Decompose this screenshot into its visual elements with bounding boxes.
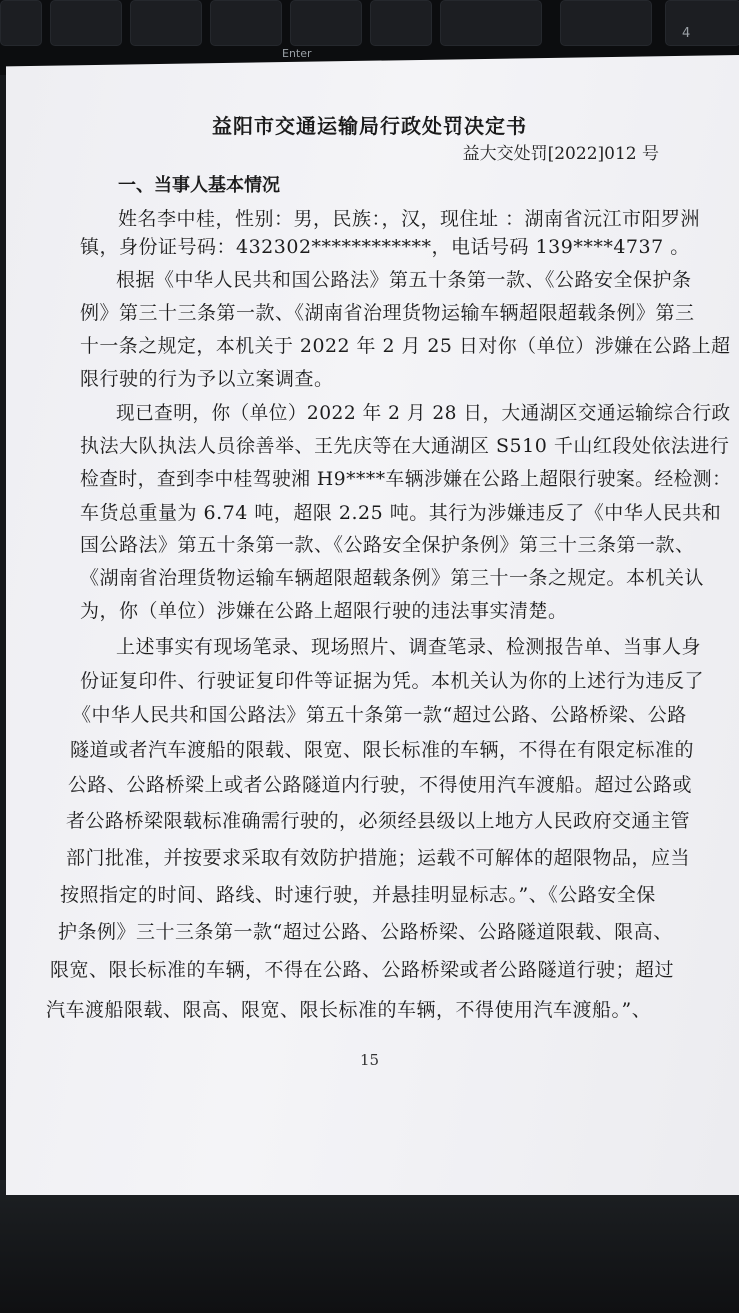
text-line: 车货总重量为 6.74 吨，超限 2.25 吨。其行为涉嫌违反了《中华人民共和 [80, 502, 722, 524]
text-line: 检查时，查到李中桂驾驶湘 H9****车辆涉嫌在公路上超限行驶案。经检测： [80, 468, 732, 490]
section-heading: 一、当事人基本情况 [118, 175, 280, 196]
keyboard-key [370, 0, 432, 46]
keyboard-key [290, 0, 362, 46]
keyboard-key [130, 0, 202, 46]
text-line: 现已查明，你（单位）2022 年 2 月 28 日，大通湖区交通运输综合行政 [116, 402, 731, 424]
text-line: 镇，身份证号码：432302************，电话号码 139****4737 。 [80, 236, 690, 258]
keyboard-key [50, 0, 122, 46]
document-title: 益阳市交通运输局行政处罚决定书 [212, 114, 527, 138]
text-line: 《湖南省治理货物运输车辆超限超载条例》第三十一条之规定。本机关认 [80, 567, 705, 589]
text-line: 限宽、限长标准的车辆，不得在公路、公路桥梁或者公路隧道行驶；超过 [50, 959, 675, 981]
text-line: 根据《中华人民共和国公路法》第五十条第一款、《公路安全保护条 [116, 269, 692, 291]
text-line: 隧道或者汽车渡船的限载、限宽、限长标准的车辆，不得在有限定标准的 [70, 739, 695, 761]
text-line: 者公路桥梁限载标准确需行驶的，必须经县级以上地方人民政府交通主管 [66, 810, 691, 832]
keyboard-key [0, 0, 42, 46]
text-line: 国公路法》第五十条第一款、《公路安全保护条例》第三十三条第一款、 [80, 534, 695, 556]
table-surface [0, 1180, 739, 1313]
text-line: 《中华人民共和国公路法》第五十条第一款“超过公路、公路桥梁、公路 [72, 704, 687, 726]
text-line: 上述事实有现场笔录、现场照片、调查笔录、检测报告单、当事人身 [116, 636, 702, 658]
document-number: 益大交处罚[2022]012 号 [462, 144, 659, 164]
text-line: 例》第三十三条第一款、《湖南省治理货物运输车辆超限超载条例》第三 [80, 302, 695, 324]
keyboard-key [210, 0, 282, 46]
enter-key-label: Enter [282, 47, 312, 60]
page-number: 15 [359, 1051, 380, 1069]
text-line: 份证复印件、行驶证复印件等证据为凭。本机关认为你的上述行为违反了 [80, 670, 705, 692]
text-line: 公路、公路桥梁上或者公路隧道内行驶，不得使用汽车渡船。超过公路或 [68, 774, 693, 796]
keyboard-key [665, 0, 739, 46]
text-line: 按照指定的时间、路线、时速行驶，并悬挂明显标志。”、《公路安全保 [60, 884, 656, 906]
text-line: 姓名李中桂，性别：男，民族：，汉，现住址 ：湖南省沅江市阳罗洲 [118, 208, 701, 230]
text-line: 执法大队执法人员徐善举、王先庆等在大通湖区 S510 千山红段处依法进行 [80, 435, 730, 457]
keyboard-key [440, 0, 542, 46]
number-key-label: 4 [682, 26, 691, 41]
keyboard-key [560, 0, 652, 46]
text-line: 十一条之规定，本机关于 2022 年 2 月 25 日对你（单位）涉嫌在公路上超 [80, 335, 731, 357]
text-line: 为，你（单位）涉嫌在公路上超限行驶的违法事实清楚。 [80, 600, 568, 622]
text-line: 部门批准，并按要求采取有效防护措施；运载不可解体的超限物品，应当 [66, 847, 691, 869]
text-line: 汽车渡船限载、限高、限宽、限长标准的车辆，不得使用汽车渡船。”、 [46, 999, 652, 1021]
text-line: 限行驶的行为予以立案调查。 [80, 368, 334, 390]
text-line: 护条例》三十三条第一款“超过公路、公路桥梁、公路隧道限载、限高、 [58, 921, 673, 943]
